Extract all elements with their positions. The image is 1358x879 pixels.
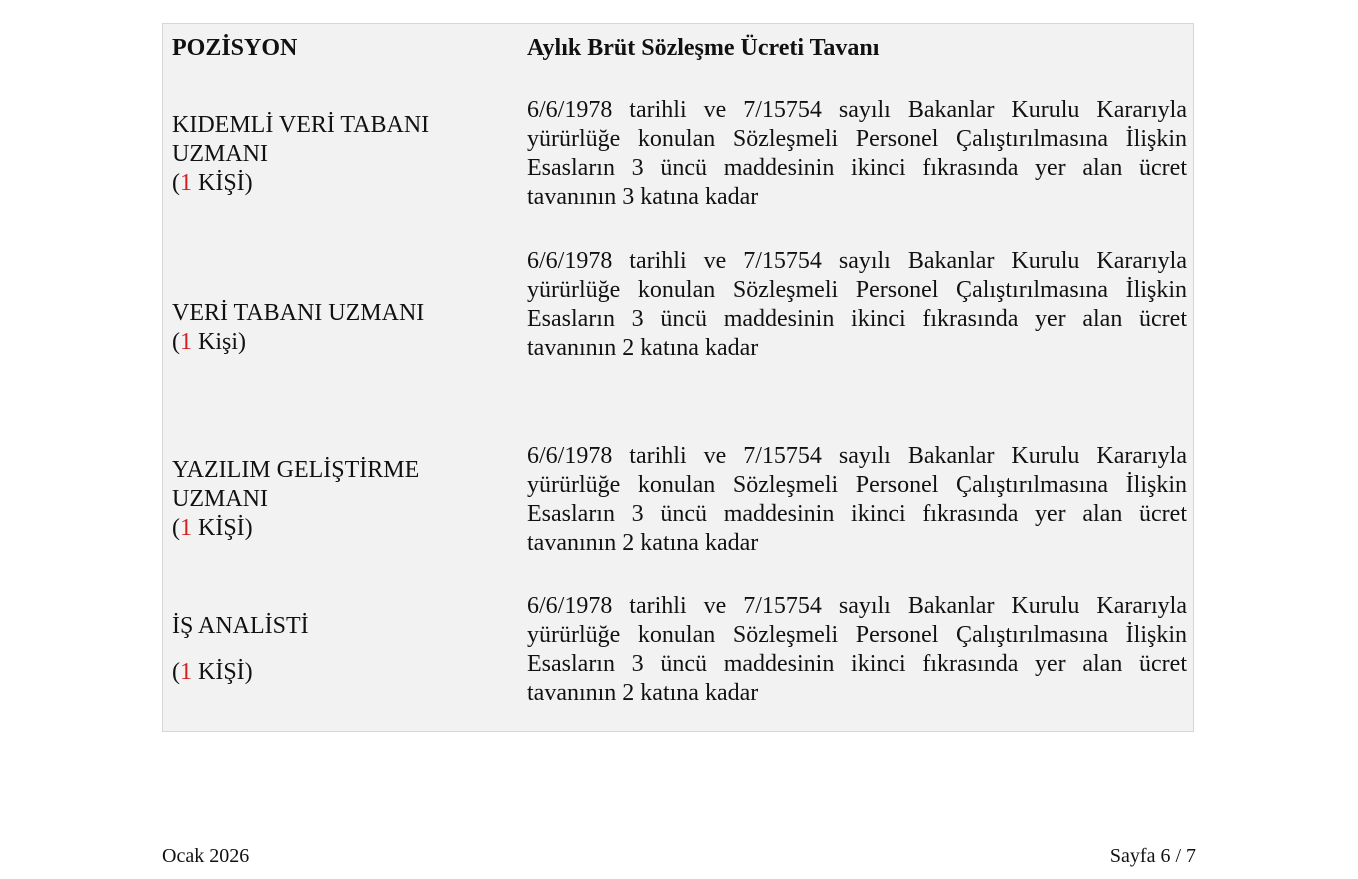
row-3-title-line-2: UZMANI <box>172 486 268 512</box>
row-3-count-suffix: KİŞİ) <box>192 515 253 541</box>
row-3-count-number: 1 <box>180 515 192 541</box>
row-2-title-line-1: VERİ TABANI UZMANI <box>172 300 425 326</box>
row-2-count-prefix: ( <box>172 329 180 355</box>
row-4-salary: 6/6/1978 tarihli ve 7/15754 sayılı Bakanlar Kurulu Kararıyla yürürlüğe konulan Sözleşmeli Personel Çalıştırılmasına İlişkin Esasların 3 üncü maddesinin ikinci fıkrasında yer alan ücret tavanının 2 katına kadar <box>527 593 1187 706</box>
row-2-salary: 6/6/1978 tarihli ve 7/15754 sayılı Bakanlar Kurulu Kararıyla yürürlüğe konulan Sözleşmeli Personel Çalıştırılmasına İlişkin Esasların 3 üncü maddesinin ikinci fıkrasında yer alan ücret tavanının 2 katına kadar <box>527 248 1187 361</box>
row-1-count-prefix: ( <box>172 170 180 196</box>
row-4-count-number: 1 <box>180 659 192 685</box>
row-1-count <box>172 169 502 198</box>
row-3-title-line-1: YAZILIM GELİŞTİRME <box>172 457 420 483</box>
footer-page-number: Sayfa 6 / 7 <box>1109 845 1196 867</box>
header-position: POZİSYON <box>172 35 298 61</box>
footer-date: Ocak 2026 <box>162 845 250 867</box>
row-1-title-line-2: UZMANI <box>172 141 268 167</box>
row-1-salary: 6/6/1978 tarihli ve 7/15754 sayılı Bakanlar Kurulu Kararıyla yürürlüğe konulan Sözleşmeli Personel Çalıştırılmasına İlişkin Esasların 3 üncü maddesinin ikinci fıkrasında yer alan ücret tavanının 3 katına kadar <box>527 97 1187 210</box>
row-2-count-number: 1 <box>180 329 192 355</box>
row-1-count-number: 1 <box>180 170 192 196</box>
row-4-count <box>172 658 502 687</box>
positions-table <box>162 23 1194 732</box>
row-4-count-suffix: KİŞİ) <box>192 659 253 685</box>
row-2-position <box>172 299 502 357</box>
row-4-title-line-1: İŞ ANALİSTİ <box>172 613 309 639</box>
row-3-position <box>172 456 502 543</box>
row-2-count <box>172 328 502 357</box>
row-1-count-suffix: KİŞİ) <box>192 170 253 196</box>
row-3-salary: 6/6/1978 tarihli ve 7/15754 sayılı Bakanlar Kurulu Kararıyla yürürlüğe konulan Sözleşmeli Personel Çalıştırılmasına İlişkin Esasların 3 üncü maddesinin ikinci fıkrasında yer alan ücret tavanının 2 katına kadar <box>527 443 1187 556</box>
row-3-count <box>172 514 502 543</box>
row-4-position <box>172 612 502 687</box>
row-1-title-line-1: KIDEMLİ VERİ TABANI <box>172 112 430 138</box>
header-salary: Aylık Brüt Sözleşme Ücreti Tavanı <box>527 35 880 61</box>
row-1-position <box>172 111 502 198</box>
row-4-count-prefix: ( <box>172 659 180 685</box>
row-3-count-prefix: ( <box>172 515 180 541</box>
row-2-count-suffix: Kişi) <box>192 329 246 355</box>
